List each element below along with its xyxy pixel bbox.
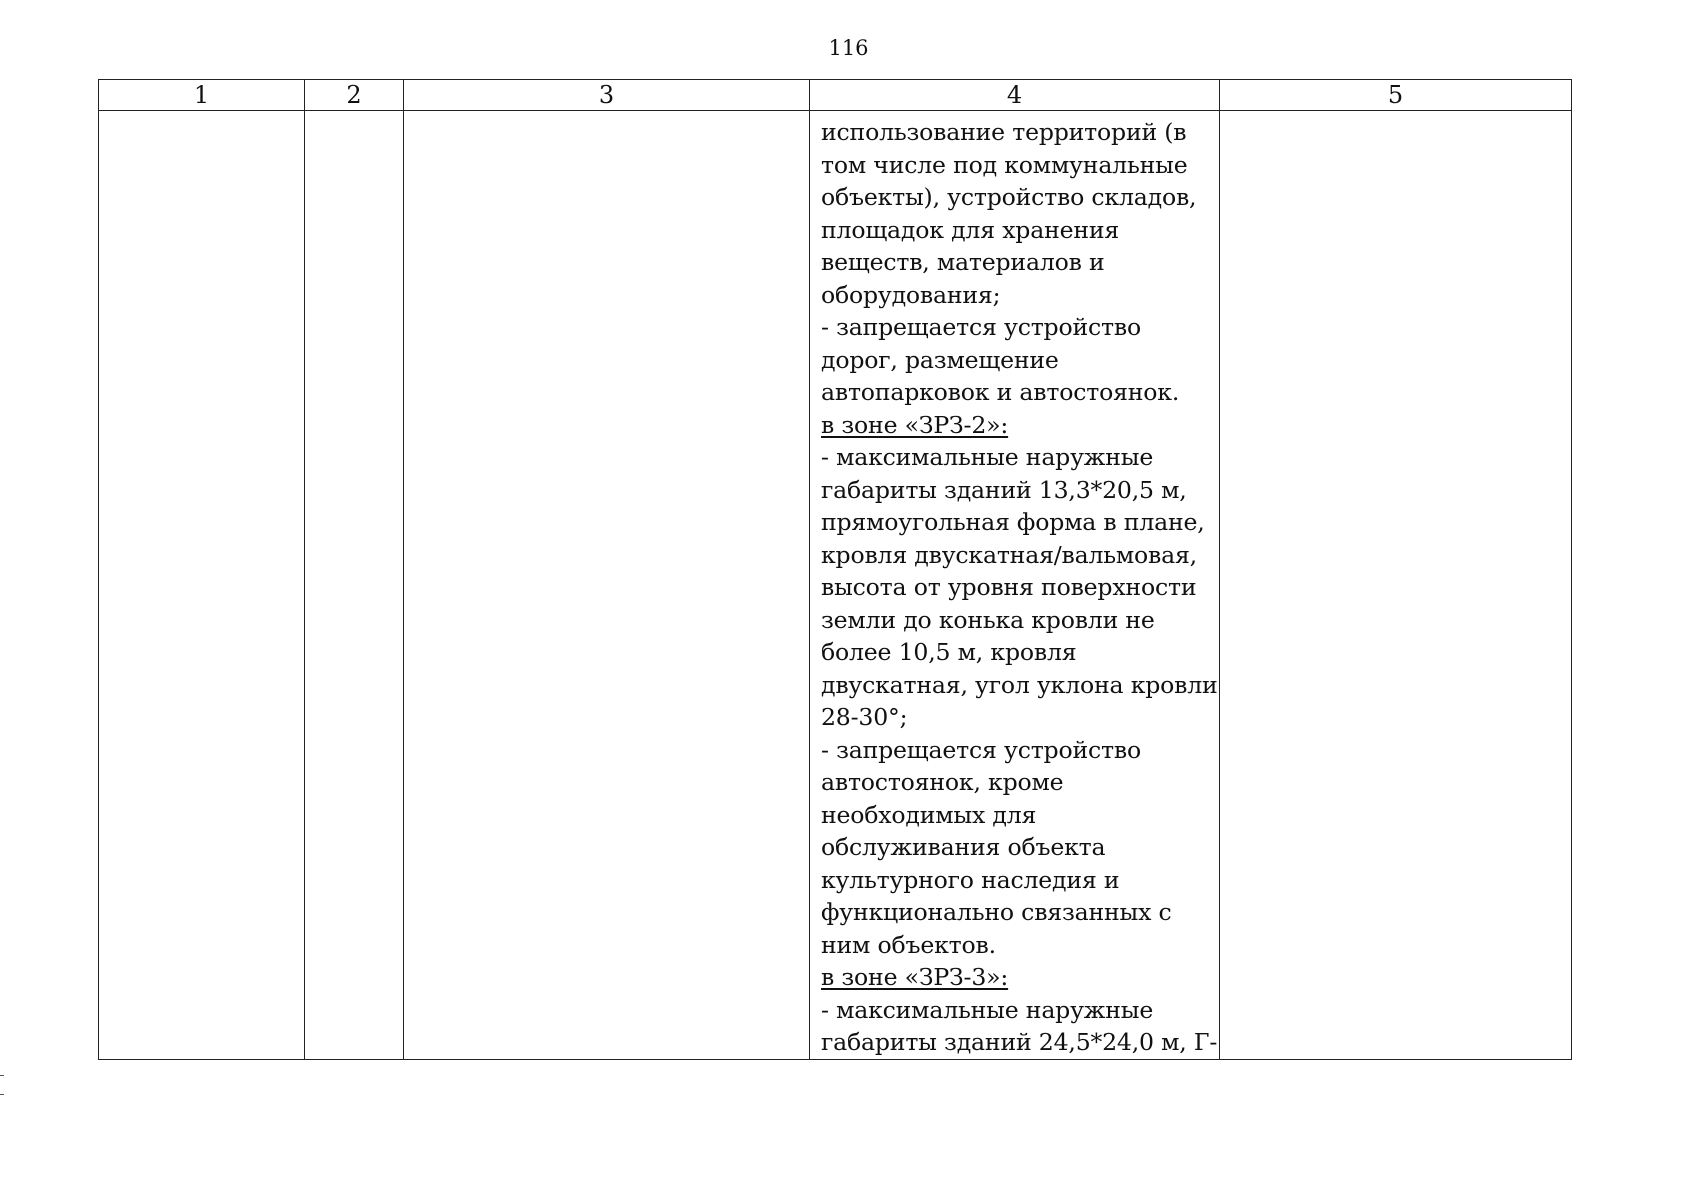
text-line-wrapper bbox=[821, 214, 1213, 247]
text-line: автопарковок и автостоянок. bbox=[821, 378, 1180, 406]
text-line-wrapper bbox=[821, 506, 1213, 539]
text-line: автостоянок, кроме bbox=[821, 768, 1064, 796]
text-line-wrapper bbox=[821, 734, 1213, 767]
column-header-1: 1 bbox=[99, 80, 305, 111]
text-line-wrapper bbox=[821, 149, 1213, 182]
text-line-wrapper bbox=[821, 604, 1213, 637]
cell-col-4 bbox=[810, 111, 1220, 1060]
text-line: более 10,5 м, кровля bbox=[821, 638, 1077, 666]
text-line-wrapper bbox=[821, 376, 1213, 409]
text-line-wrapper bbox=[821, 929, 1213, 962]
text-line: ним объектов. bbox=[821, 930, 996, 959]
text-line-wrapper bbox=[821, 441, 1213, 474]
text-line: функционально связанных с bbox=[821, 898, 1172, 926]
text-line: двускатная, угол уклона кровли bbox=[821, 670, 1218, 699]
page-number: 116 bbox=[828, 36, 869, 60]
text-line-wrapper bbox=[821, 311, 1213, 344]
text-line-wrapper bbox=[821, 279, 1213, 312]
text-line: необходимых для bbox=[821, 800, 1037, 829]
text-line: том числе под коммунальные bbox=[821, 150, 1188, 179]
text-line-wrapper bbox=[821, 669, 1218, 702]
cell-col-4-text bbox=[810, 111, 1219, 1059]
text-line: прямоугольная форма в плане, bbox=[821, 508, 1205, 536]
text-line: - запрещается устройство bbox=[821, 735, 1141, 764]
column-header-3: 3 bbox=[404, 80, 810, 111]
text-line-wrapper bbox=[821, 181, 1213, 214]
text-line-wrapper bbox=[821, 831, 1213, 864]
text-line: высота от уровня поверхности bbox=[821, 573, 1197, 601]
text-line: - запрещается устройство bbox=[821, 313, 1141, 341]
text-line-wrapper bbox=[821, 409, 1213, 442]
text-line: оборудования; bbox=[821, 280, 1001, 309]
text-line-wrapper bbox=[821, 571, 1213, 604]
text-line: кровля двускатная/вальмовая, bbox=[821, 540, 1197, 569]
text-line-wrapper bbox=[821, 539, 1213, 572]
regulations-table bbox=[98, 79, 1572, 1060]
text-line: 28-30°; bbox=[821, 703, 908, 731]
text-line-wrapper bbox=[821, 116, 1213, 149]
text-line: - максимальные наружные bbox=[821, 443, 1154, 471]
text-line-wrapper bbox=[821, 896, 1213, 929]
zone-heading: в зоне «ЗРЗ-3»: bbox=[821, 963, 1009, 991]
text-line-wrapper bbox=[821, 701, 1213, 734]
text-line-wrapper bbox=[821, 1026, 1218, 1059]
column-header-2: 2 bbox=[305, 80, 404, 111]
column-header-5: 5 bbox=[1220, 80, 1572, 111]
text-line-wrapper bbox=[821, 799, 1213, 832]
text-line-wrapper bbox=[821, 766, 1213, 799]
cell-col-1 bbox=[99, 111, 305, 1060]
text-line: использование территорий (в bbox=[821, 118, 1187, 146]
column-header-4: 4 bbox=[810, 80, 1220, 111]
text-line: - максимальные наружные bbox=[821, 995, 1154, 1024]
cell-col-2 bbox=[305, 111, 404, 1060]
text-line: обслуживания объекта bbox=[821, 833, 1106, 861]
text-line-wrapper bbox=[821, 636, 1213, 669]
text-line: объекты), устройство складов, bbox=[821, 183, 1197, 211]
text-line: дорог, размещение bbox=[821, 345, 1059, 374]
text-line: культурного наследия и bbox=[821, 865, 1120, 894]
cell-col-5 bbox=[1220, 111, 1572, 1060]
text-line-wrapper bbox=[821, 961, 1213, 994]
text-line: площадок для хранения bbox=[821, 215, 1120, 244]
text-line-wrapper bbox=[821, 994, 1213, 1027]
text-line-wrapper bbox=[821, 474, 1213, 507]
text-line: габариты зданий 24,5*24,0 м, Г- bbox=[821, 1028, 1218, 1056]
header-row bbox=[99, 80, 1572, 111]
text-line-wrapper bbox=[821, 864, 1213, 897]
cell-col-3 bbox=[404, 111, 810, 1060]
text-line: веществ, материалов и bbox=[821, 248, 1105, 276]
text-line-wrapper bbox=[821, 246, 1213, 279]
text-line: земли до конька кровли не bbox=[821, 605, 1155, 634]
zone-heading: в зоне «ЗРЗ-2»: bbox=[821, 410, 1009, 439]
text-line: габариты зданий 13,3*20,5 м, bbox=[821, 475, 1187, 504]
scan-edge-mark bbox=[0, 1075, 4, 1095]
table-row bbox=[99, 111, 1572, 1060]
text-line-wrapper bbox=[821, 344, 1213, 377]
